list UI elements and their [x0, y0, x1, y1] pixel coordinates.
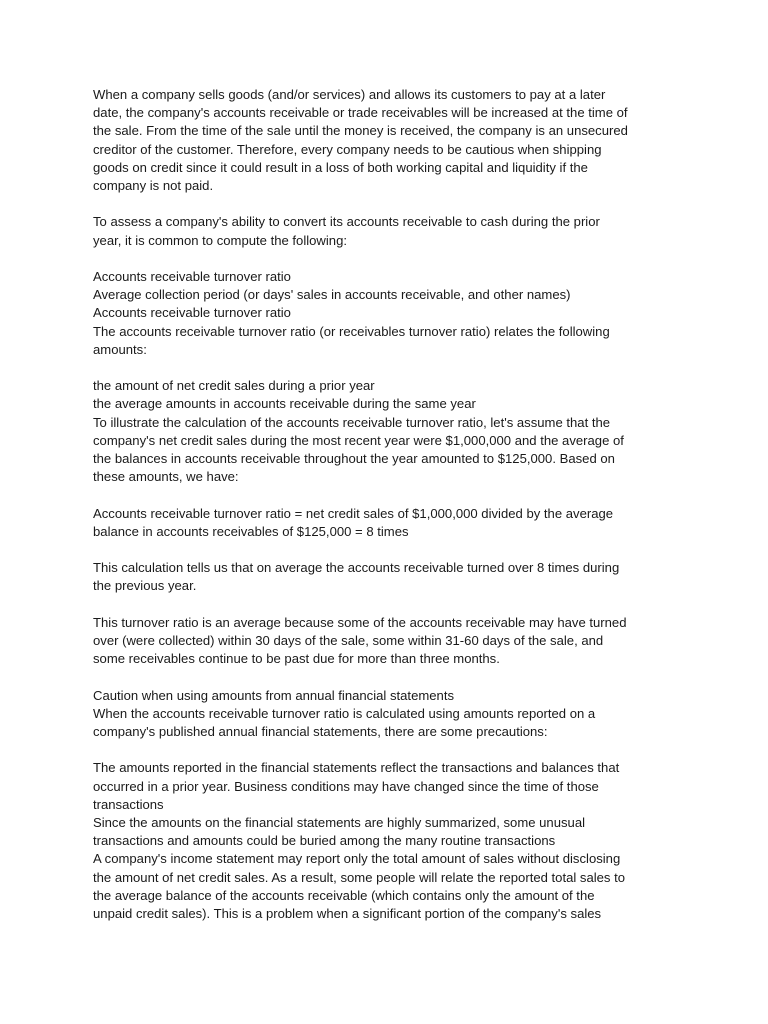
text-line: When a company sells goods (and/or services) and allows its customers to pay at a later — [93, 87, 606, 102]
paragraph-formula — [93, 505, 678, 541]
text-line: This calculation tells us that on average the accounts receivable turned over 8 times during — [93, 560, 620, 576]
text-line: Accounts receivable turnover ratio = net credit sales of $1,000,000 divided by the average — [93, 505, 614, 521]
text-line: To assess a company's ability to convert its accounts receivable to cash during the prior — [93, 214, 600, 230]
paragraph-intro — [93, 86, 678, 195]
text-line: transactions and amounts could be buried among the many routine transactions — [93, 833, 556, 849]
text-line: the previous year. — [93, 578, 197, 594]
text-line: occurred in a prior year. Business conditions may have changed since the time of those — [93, 778, 599, 794]
text-line: unpaid credit sales). This is a problem when a significant portion of the company's sales — [93, 906, 602, 922]
text-line: over (were collected) within 30 days of the sale, some within 31-60 days of the sale, and — [93, 633, 604, 648]
text-line: balance in accounts receivables of $125,000 = 8 times — [93, 523, 409, 539]
paragraph-average — [93, 614, 678, 669]
text-line: Since the amounts on the financial statements are highly summarized, some unusual — [93, 815, 586, 830]
text-line: the balances in accounts receivable throughout the year amounted to $125,000. Based on — [93, 451, 615, 467]
text-line: company is not paid. — [93, 178, 214, 194]
document-body — [93, 86, 678, 941]
paragraph-illustration — [93, 377, 678, 486]
text-line: Caution when using amounts from annual financial statements — [93, 687, 455, 703]
text-line: To illustrate the calculation of the accounts receivable turnover ratio, let's assume that the — [93, 414, 611, 430]
text-line: When the accounts receivable turnover ratio is calculated using amounts reported on a — [93, 705, 596, 721]
paragraph-precautions — [93, 759, 678, 923]
text-line: the sale. From the time of the sale until the money is received, the company is an unsecured — [93, 123, 628, 139]
paragraph-calculation — [93, 559, 678, 595]
text-line: creditor of the customer. Therefore, every company needs to be cautious when shipping — [93, 141, 602, 157]
paragraph-assess — [93, 213, 678, 249]
text-line: date, the company's accounts receivable or trade receivables will be increased at the time of — [93, 105, 628, 121]
text-line: A company's income statement may report only the total amount of sales without disclosing — [93, 851, 621, 867]
text-line: the amount of net credit sales during a prior year — [93, 378, 375, 394]
text-line: these amounts, we have: — [93, 469, 239, 485]
text-line: year, it is common to compute the following: — [93, 232, 347, 248]
text-line: company's net credit sales during the most recent year were $1,000,000 and the average of — [93, 432, 624, 448]
text-line: The amounts reported in the financial statements reflect the transactions and balances that — [93, 760, 620, 776]
text-line: This turnover ratio is an average because some of the accounts receivable may have turned — [93, 614, 627, 630]
text-line: goods on credit since it could result in a loss of both working capital and liquidity if the — [93, 159, 588, 175]
text-line: Accounts receivable turnover ratio — [93, 269, 291, 284]
text-line: some receivables continue to be past due for more than three months. — [93, 651, 500, 667]
text-line: transactions — [93, 796, 164, 812]
text-line: The accounts receivable turnover ratio (or receivables turnover ratio) relates the following — [93, 323, 610, 339]
text-line: Average collection period (or days' sales in accounts receivable, and other names) — [93, 287, 571, 303]
text-line: the average amounts in accounts receivable during the same year — [93, 396, 476, 412]
text-line: amounts: — [93, 341, 147, 357]
paragraph-ratios-list — [93, 268, 678, 359]
text-line: the average balance of the accounts receivable (which contains only the amount of the — [93, 887, 595, 903]
text-line: Accounts receivable turnover ratio — [93, 305, 291, 321]
text-line: the amount of net credit sales. As a result, some people will relate the reported total sales to — [93, 869, 626, 885]
paragraph-caution — [93, 687, 678, 742]
text-line: company's published annual financial statements, there are some precautions: — [93, 724, 548, 739]
